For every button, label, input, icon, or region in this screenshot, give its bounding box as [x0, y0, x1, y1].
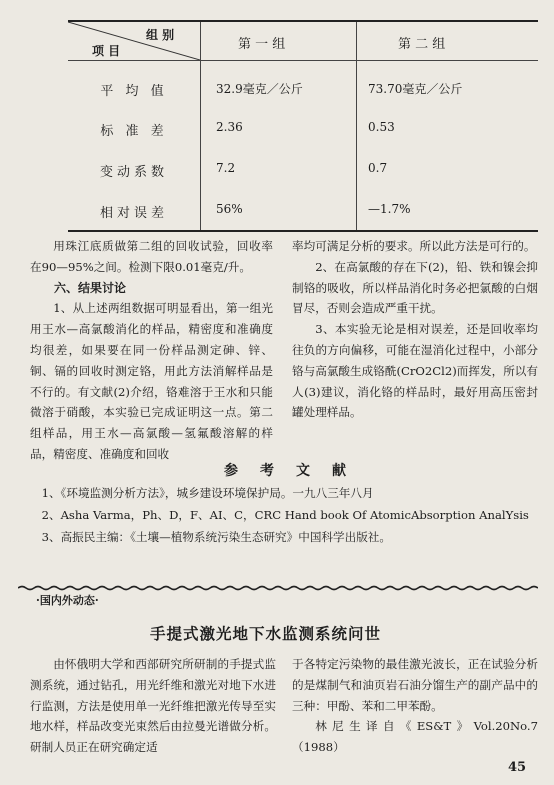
- header-group-label: 组 别: [146, 28, 175, 42]
- section-heading: 六、结果讨论: [54, 280, 127, 295]
- page-number: 45: [508, 760, 527, 775]
- paragraph: 用珠江底质做第二组的回收试验，回收率在90—95%之间。检测下限0.01毫克/升。: [30, 239, 273, 274]
- row-label: 变动系数: [99, 165, 168, 180]
- header-col-group2: 第 二 组: [398, 37, 446, 52]
- reference-item: 3、高振民主编：《土壤—植物系统污染生态研究》中国科学出版社。: [41, 530, 391, 544]
- article-headline: 手提式激光地下水监测系统问世: [150, 625, 382, 643]
- results-table: [68, 20, 538, 232]
- table-diagonal-header: [68, 22, 200, 60]
- group2-value: 0.7: [368, 161, 388, 175]
- group2-value: 0.53: [368, 120, 395, 134]
- row-label: 标 准 差: [100, 124, 168, 139]
- paragraph: 由怀俄明大学和西部研究所研制的手提式监测系统，通过钻孔，用光纤维和激光对地下水进行监测，方法是使用单一光纤维把激光传导至实地水样，样品改变光束然后由拉曼光谱做分析。研制人员正在研究确定适: [30, 657, 276, 755]
- reference-item: 1、《环境监测分析方法》，城乡建设环境保护局。一九八三年八月: [41, 486, 374, 500]
- group2-value: —1.7%: [368, 202, 411, 216]
- wavy-divider: [18, 576, 538, 582]
- column-tag: ·国内外动态·: [36, 594, 99, 607]
- paragraph: 率均可满足分析的要求。所以此方法是可行的。: [292, 239, 536, 253]
- source-credit: 林尼生译自《ES&T》Vol.20No.7（1988）: [292, 719, 538, 755]
- group2-value: 73.70毫克／公斤: [368, 82, 463, 96]
- row-label: 相对误差: [99, 206, 168, 221]
- right-column: [292, 236, 538, 423]
- left-column: [30, 236, 273, 465]
- group1-value: 32.9毫克／公斤: [216, 82, 303, 96]
- paragraph: 2、在高氯酸的存在下(2)，铅、铁和镍会抑制铬的吸收，所以样品消化时务必把氯酸的白烟冒尽，否则会造成严重干扰。: [292, 259, 538, 316]
- paragraph: 于各特定污染物的最佳激光波长，正在试验分析的是煤制气和油页岩石油分馏生产的副产品中的三种：甲酚、苯和二甲苯酚。: [292, 657, 538, 713]
- reference-item: 2、Asha Varma，Ph、D，F、AI、C，CRC Hand book Of AtomicAbsorption AnalYsis: [41, 508, 529, 522]
- references-list: [30, 482, 538, 548]
- paragraph: 3、本实验无论是相对误差，还是回收率均往负的方向偏移，可能在湿消化过程中，小部分铬与高氯酸生成铬酰(CrO2Cl2)而挥发，所以有人(3)建议，消化铬的样品时，最好用高压密封罐处理样品。: [292, 322, 538, 420]
- row-label: 平 均 值: [100, 84, 168, 99]
- header-item-label: 项 目: [92, 44, 121, 58]
- news-right-column: [292, 654, 538, 758]
- group1-value: 56%: [216, 202, 243, 216]
- paragraph: 1、从上述两组数据可明显看出，第一组光用王水—高氯酸消化的样品，精密度和准确度均很差，如果要在同一份样品测定砷、锌、铜、镉的回收时测定铬，用此方法消解样品是不行的。有文献(2)介绍，铬难溶于王水和只能微溶于硝酸，本实验已完成证明这一点。第二组样品，用王水—高氯酸—氢氟酸溶解的样品，精密度、准确度和回收: [30, 301, 273, 461]
- group1-value: 7.2: [216, 161, 236, 175]
- header-col-group1: 第 一 组: [238, 37, 286, 52]
- news-left-column: [30, 654, 276, 758]
- group1-value: 2.36: [216, 120, 243, 134]
- references-title: 参考文献: [224, 463, 368, 479]
